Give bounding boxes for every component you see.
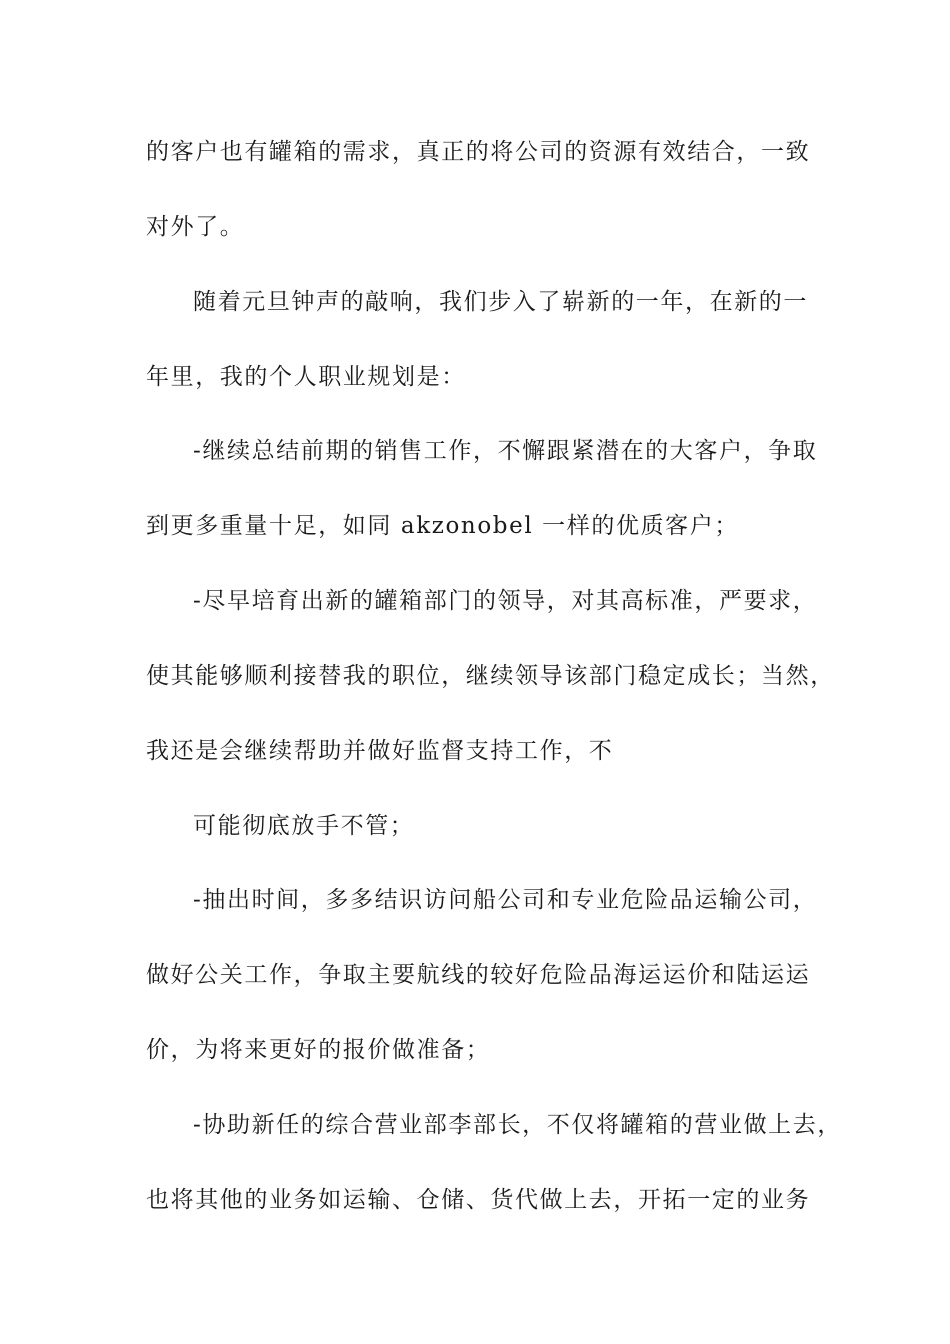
text-line: 年里，我的个人职业规划是： <box>146 364 466 390</box>
text-line: 使其能够顺利接替我的职位，继续领导该部门稳定成长；当然， <box>146 663 835 689</box>
paragraph-first-line: 可能彻底放手不管； <box>193 813 415 839</box>
paragraph-first-line: -尽早培育出新的罐箱部门的领导，对其高标准，严要求， <box>193 588 818 614</box>
text-line: 价，为将来更好的报价做准备； <box>146 1037 491 1063</box>
text-line: 我还是会继续帮助并做好监督支持工作，不 <box>146 738 614 764</box>
text-line: 到更多重量十足，如同 akzonobel 一样的优质客户； <box>146 513 739 539</box>
paragraph-first-line: 随着元旦钟声的敲响，我们步入了崭新的一年，在新的一 <box>193 289 808 315</box>
text-line: 的客户也有罐箱的需求，真正的将公司的资源有效结合，一致 <box>146 139 811 165</box>
paragraph-first-line: -协助新任的综合营业部李部长，不仅将罐箱的营业做上去， <box>193 1112 842 1138</box>
text-line: 做好公关工作，争取主要航线的较好危险品海运运价和陆运运 <box>146 962 811 988</box>
text-line: 对外了。 <box>146 214 245 240</box>
paragraph-first-line: -抽出时间，多多结识访问船公司和专业危险品运输公司， <box>193 887 818 913</box>
text-line: 也将其他的业务如运输、仓储、货代做上去，开拓一定的业务 <box>146 1187 811 1213</box>
paragraph-first-line: -继续总结前期的销售工作，不懈跟紧潜在的大客户，争取 <box>193 438 818 464</box>
